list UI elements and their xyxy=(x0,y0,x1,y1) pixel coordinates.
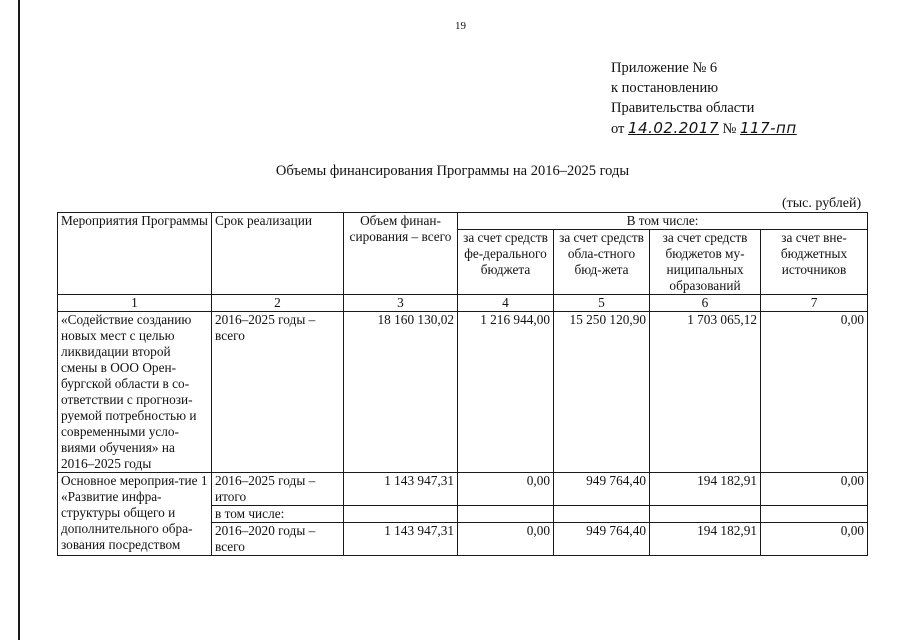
header-row-1 xyxy=(58,213,868,230)
appendix-date-line xyxy=(611,118,797,139)
appendix-date: 14.02.2017 xyxy=(628,119,719,137)
header-including: В том числе: xyxy=(458,213,868,230)
row-extrabudget: 0,00 xyxy=(761,473,868,506)
row-municipal: 1 703 065,12 xyxy=(650,312,761,473)
index-cell: 1 xyxy=(58,295,212,312)
row-extrabudget: 0,00 xyxy=(761,523,868,556)
row-regional: 949 764,40 xyxy=(554,473,650,506)
header-total: Объем финан-сирования – всего xyxy=(344,213,458,295)
empty-cell xyxy=(650,506,761,523)
header-federal: за счет средств фе-дерального бюджета xyxy=(458,230,554,295)
row-name: «Содействие созданию новых мест с целью ликвидации второй смены в ООО Орен-бургской области в со-ответствии с прогнози-руемой потребностью и современными усло-виями обучения» на 2016–2025 годы xyxy=(58,312,212,473)
row-period: в том числе: xyxy=(212,506,344,523)
index-cell: 3 xyxy=(344,295,458,312)
row-federal: 1 216 944,00 xyxy=(458,312,554,473)
appendix-line-3: Правительства области xyxy=(611,100,755,116)
header-activities: Мероприятия Программы xyxy=(58,213,212,295)
empty-cell xyxy=(761,506,868,523)
index-cell: 4 xyxy=(458,295,554,312)
document-title: Объемы финансирования Программы на 2016–2025 годы xyxy=(275,163,630,179)
header-period: Срок реализации xyxy=(212,213,344,295)
main-event-name: Основное мероприя-тие 1 «Развитие инфра-структуры общего и дополнительного обра-зования посредством xyxy=(58,473,212,556)
appendix-line-1: Приложение № 6 xyxy=(611,60,718,76)
row-total: 1 143 947,31 xyxy=(344,523,458,556)
row-municipal: 194 182,91 xyxy=(650,523,761,556)
units-label: (тыс. рублей) xyxy=(782,196,862,211)
header-regional: за счет средств обла-стного бюд-жета xyxy=(554,230,650,295)
index-cell: 7 xyxy=(761,295,868,312)
row-regional: 15 250 120,90 xyxy=(554,312,650,473)
appendix-line-2: к постановлению xyxy=(611,80,719,96)
appendix-from: от xyxy=(611,121,625,137)
row-period: 2016–2020 годы – всего xyxy=(212,523,344,556)
row-total: 18 160 130,02 xyxy=(344,312,458,473)
empty-cell xyxy=(458,506,554,523)
row-municipal: 194 182,91 xyxy=(650,473,761,506)
appendix-header xyxy=(611,58,797,139)
binding-margin-line xyxy=(18,0,20,640)
index-cell: 6 xyxy=(650,295,761,312)
row-federal: 0,00 xyxy=(458,473,554,506)
header-extrabudget: за счет вне-бюджетных источников xyxy=(761,230,868,295)
index-row xyxy=(58,295,868,312)
row-regional: 949 764,40 xyxy=(554,523,650,556)
row-total: 1 143 947,31 xyxy=(344,473,458,506)
table-row-main-event-total xyxy=(58,473,868,506)
row-extrabudget: 0,00 xyxy=(761,312,868,473)
row-period: 2016–2025 годы – итого xyxy=(212,473,344,506)
empty-cell xyxy=(554,506,650,523)
index-cell: 5 xyxy=(554,295,650,312)
table-row-program xyxy=(58,312,868,473)
financing-table xyxy=(57,212,868,556)
index-cell: 2 xyxy=(212,295,344,312)
appendix-number-sign: № xyxy=(722,121,737,137)
row-federal: 0,00 xyxy=(458,523,554,556)
page-number: 19 xyxy=(455,20,466,32)
appendix-number: 117-пп xyxy=(740,119,797,137)
header-municipal: за счет средств бюджетов му-ниципальных образований xyxy=(650,230,761,295)
empty-cell xyxy=(344,506,458,523)
row-period: 2016–2025 годы – всего xyxy=(212,312,344,473)
